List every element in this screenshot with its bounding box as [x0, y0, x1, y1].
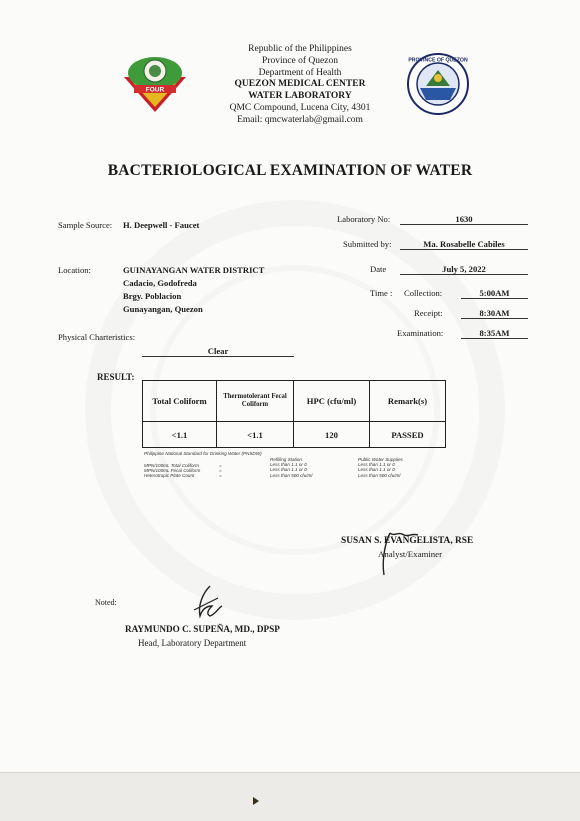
header-remarks: Remark(s)	[370, 381, 446, 422]
lab-no-label: Laboratory No:	[337, 214, 391, 224]
standards-refilling	[270, 457, 312, 478]
examination-label: Examination:	[397, 328, 444, 338]
document-title: BACTERIOLOGICAL EXAMINATION OF WATER	[107, 162, 473, 179]
svg-text:PROVINCE OF QUEZON: PROVINCE OF QUEZON	[408, 57, 468, 64]
standards-cell: Less than 500 cfu/ml	[358, 472, 401, 478]
physical-characteristics-value: Clear	[142, 346, 294, 357]
header-email: Email: qmcwaterlab@gmail.com	[237, 114, 363, 125]
standards-row: MPN/100mL Total Coliform	[144, 463, 199, 468]
value-total-coliform: <1.1	[143, 422, 217, 448]
standards-cell: Less than 1.1 or 0	[358, 467, 395, 473]
physical-characteristics-label: Physical Charteristics:	[58, 332, 136, 342]
letterhead	[170, 44, 430, 127]
header-org-name: QUEZON MEDICAL CENTER	[234, 79, 366, 90]
standards-title: Philippine National Standard for Drinking Water (PNSDW)	[144, 451, 262, 456]
time-label: Time :	[370, 288, 393, 298]
standards-cell: Less than 1.1 or 0	[270, 462, 307, 468]
receipt-value: 8:30AM	[461, 308, 528, 319]
location-line: Cadacio, Godofreda	[123, 278, 197, 288]
noted-title: Head, Laboratory Department	[138, 638, 247, 648]
noted-label: Noted:	[95, 598, 117, 607]
result-label: RESULT:	[97, 372, 135, 382]
location-line: Gunayangan, Quezon	[123, 304, 203, 314]
value-fecal-coliform: <1.1	[217, 422, 294, 448]
submitted-by-label: Submitted by:	[343, 239, 392, 249]
result-value-row	[143, 422, 446, 448]
date-value: July 5, 2022	[400, 264, 528, 275]
result-header-row	[143, 381, 446, 422]
pointer-icon	[253, 797, 259, 805]
standards-equals: = = =	[219, 463, 222, 479]
location-line: GUINAYANGAN WATER DISTRICT	[123, 265, 265, 275]
header-total-coliform: Total Coliform	[143, 381, 217, 422]
noted-name: RAYMUNDO C. SUPEÑA, MD., DPSP	[125, 624, 280, 634]
value-hpc: 120	[294, 422, 370, 448]
sample-source-value: H. Deepwell - Faucet	[123, 220, 200, 230]
header-lab-name: WATER LABORATORY	[248, 91, 352, 102]
location-label: Location:	[58, 265, 91, 275]
lab-no-value: 1630	[400, 214, 528, 225]
standards-cell: Less than 1.1 or 0	[358, 462, 395, 468]
header-line: Department of Health	[258, 67, 342, 78]
standards-row: Heterotropic Plate Count	[144, 473, 195, 479]
date-label: Date	[370, 264, 387, 274]
standards-col-title: Public Water Supplies	[358, 457, 403, 462]
header-line: Province of Quezon	[262, 55, 338, 66]
header-fecal-coliform: Thermotolerant Fecal Coliform	[217, 381, 294, 422]
noted-signature	[188, 584, 228, 620]
standards-col-title: Refilling Station	[270, 457, 302, 462]
examination-value: 8:35AM	[461, 328, 528, 339]
result-table	[142, 380, 446, 448]
standards-rows	[144, 463, 200, 479]
collection-value: 5:00AM	[461, 288, 528, 299]
analyst-title: Analyst/Examiner	[378, 549, 443, 559]
standards-cell: Less than 500 cfu/ml	[270, 472, 313, 478]
header-line: Republic of the Philippines	[248, 44, 352, 54]
svg-text:FOUR: FOUR	[145, 86, 165, 94]
standards-public	[358, 457, 403, 478]
header-hpc: HPC (cfu/ml)	[294, 381, 370, 422]
header-address: QMC Compound, Lucena City, 4301	[229, 102, 371, 113]
receipt-label: Receipt:	[414, 308, 443, 318]
background-strip	[0, 772, 580, 821]
analyst-name: SUSAN S. EVANGELISTA, RSE	[341, 536, 474, 546]
location-line: Brgy. Poblacion	[123, 291, 182, 301]
value-remarks: PASSED	[370, 422, 446, 448]
submitted-by-value: Ma. Rosabelle Cabiles	[400, 239, 528, 250]
sample-source-label: Sample Source:	[58, 220, 113, 230]
collection-label: Collection:	[404, 288, 443, 298]
standards-cell: Less than 1.1 or 0	[270, 467, 307, 473]
standards-row: MPN/100mL Fecal Coliform	[144, 468, 201, 474]
